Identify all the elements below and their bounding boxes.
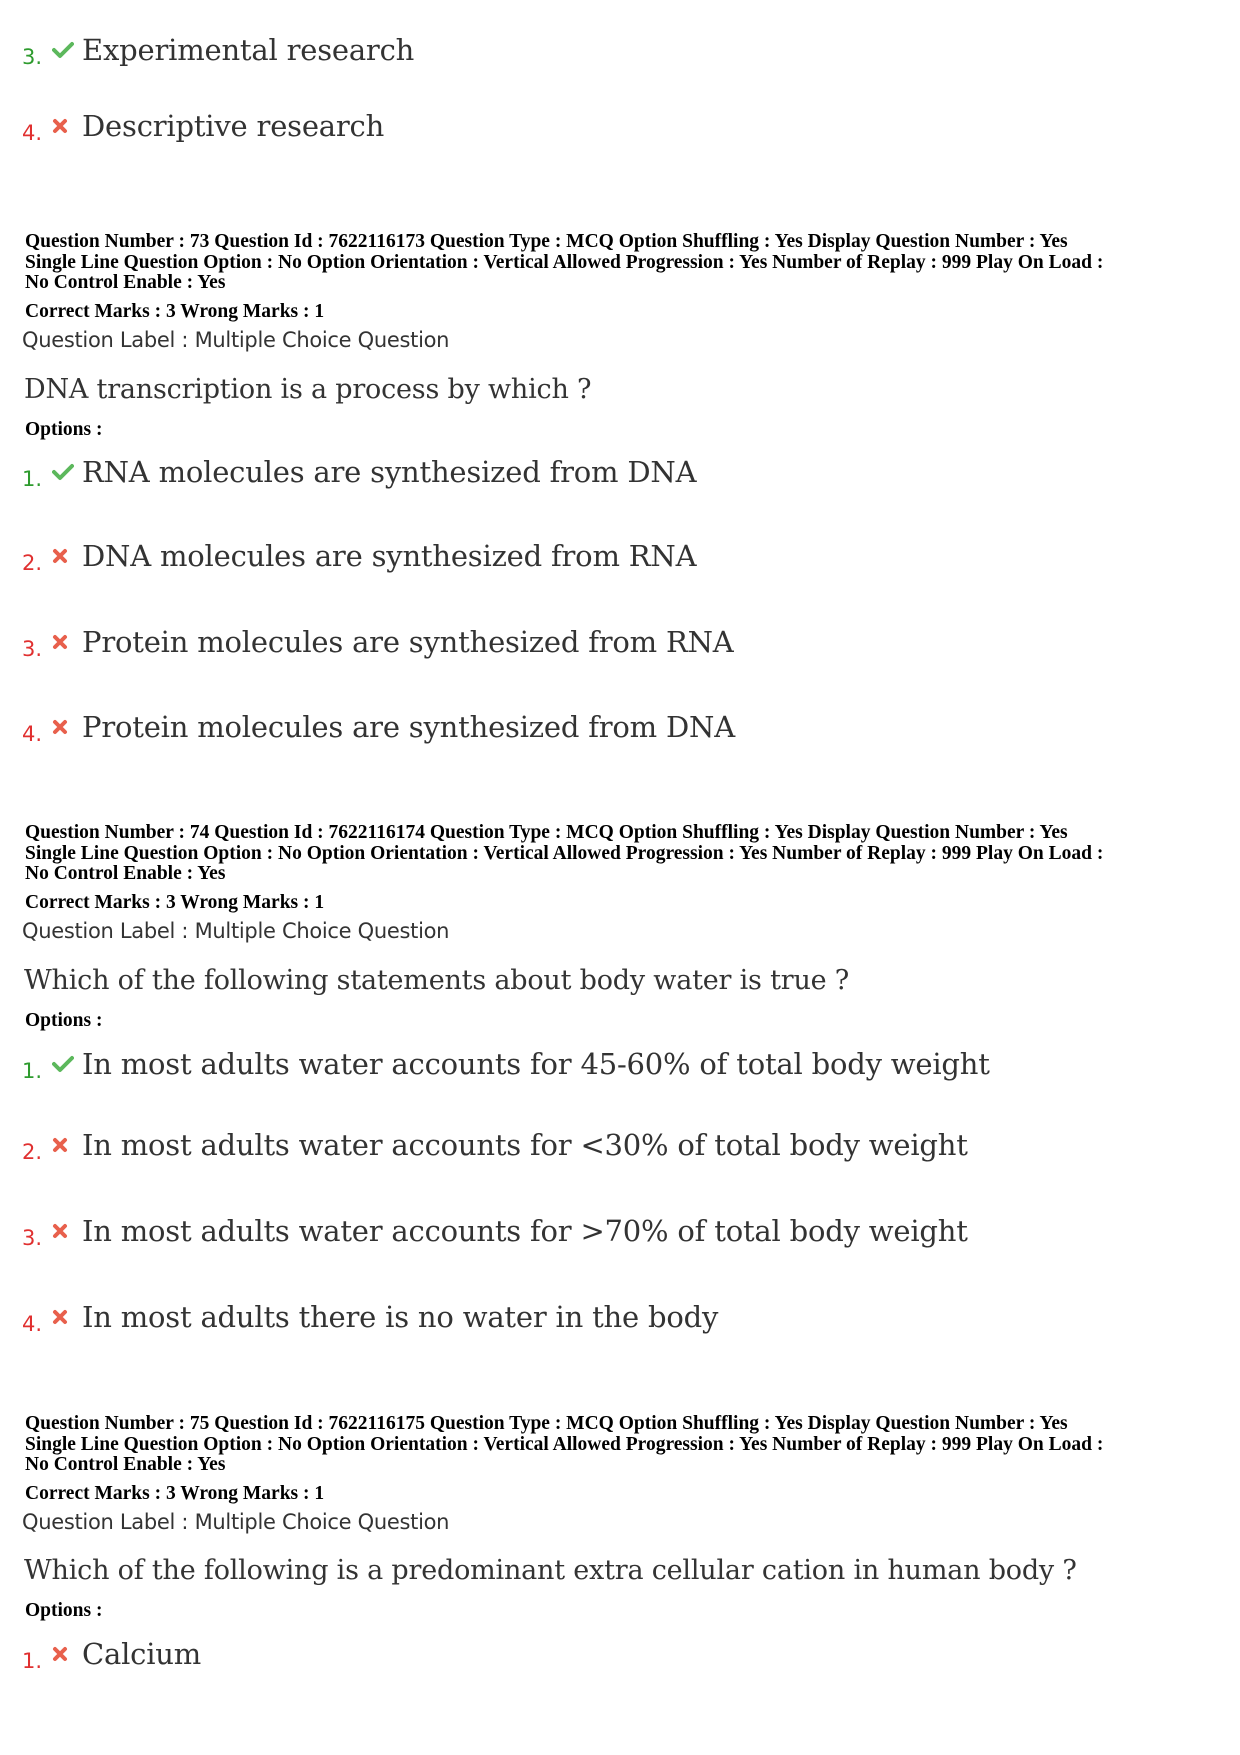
option-text: In most adults there is no water in the body [82,1300,719,1334]
option-item [22,622,734,662]
check-icon [52,1055,78,1073]
option-text: RNA molecules are synthesized from DNA [82,455,697,489]
cross-icon [52,1646,78,1662]
meta-line: Question Number : 73 Question Id : 7622116173 Question Type : MCQ Option Shuffling : Yes Display Question Number : Yes [25,231,1068,252]
check-icon [52,41,78,59]
question-meta [25,232,1225,294]
option-text: In most adults water accounts for <30% of total body weight [82,1128,968,1162]
question-label: Question Label : Multiple Choice Question [22,919,450,943]
option-item [22,106,384,146]
cross-icon [52,719,78,735]
option-item [22,1211,968,1251]
option-text: Calcium [82,1637,202,1671]
option-item [22,30,414,70]
question-marks: Correct Marks : 3 Wrong Marks : 1 [25,892,325,913]
option-text: In most adults water accounts for 45-60% of total body weight [82,1047,990,1081]
option-item [22,707,735,747]
option-text: DNA molecules are synthesized from RNA [82,539,697,573]
meta-line: Question Number : 74 Question Id : 7622116174 Question Type : MCQ Option Shuffling : Yes Display Question Number : Yes [25,822,1068,843]
option-item [22,1634,201,1674]
question-label: Question Label : Multiple Choice Question [22,1510,450,1534]
option-number: 1. [22,1059,43,1083]
option-text: Experimental research [82,33,415,67]
option-text: Protein molecules are synthesized from RNA [82,625,734,659]
option-number: 1. [22,1649,43,1673]
cross-icon [52,1223,78,1239]
question-text: Which of the following is a predominant extra cellular cation in human body ? [24,1555,1077,1586]
option-item [22,1297,718,1337]
cross-icon [52,118,78,134]
cross-icon [52,548,78,564]
option-item [22,452,696,492]
meta-line: No Control Enable : Yes [25,1454,226,1475]
meta-line: Single Line Question Option : No Option Orientation : Vertical Allowed Progression : Yes Number of Replay : 999 Play On Load : [25,1433,1104,1455]
option-number: 2. [22,1140,43,1164]
question-marks: Correct Marks : 3 Wrong Marks : 1 [25,1483,325,1504]
option-number: 1. [22,467,43,491]
meta-line: Single Line Question Option : No Option Orientation : Vertical Allowed Progression : Yes Number of Replay : 999 Play On Load : [25,251,1104,273]
option-number: 2. [22,551,43,575]
option-text: Protein molecules are synthesized from DNA [82,710,735,744]
question-text: DNA transcription is a process by which ? [24,374,592,405]
option-number: 4. [22,1312,43,1336]
meta-line: No Control Enable : Yes [25,272,226,293]
option-number: 4. [22,121,43,145]
question-text: Which of the following statements about body water is true ? [24,965,850,996]
meta-line: No Control Enable : Yes [25,863,226,884]
question-meta [25,823,1225,885]
option-text: In most adults water accounts for >70% of total body weight [82,1214,968,1248]
question-label: Question Label : Multiple Choice Question [22,328,450,352]
option-number: 3. [22,45,43,69]
option-number: 4. [22,722,43,746]
option-item [22,1125,968,1165]
option-number: 3. [22,1226,43,1250]
options-header: Options : [25,1010,103,1031]
option-number: 3. [22,637,43,661]
option-text: Descriptive research [82,109,385,143]
meta-line: Question Number : 75 Question Id : 7622116175 Question Type : MCQ Option Shuffling : Yes Display Question Number : Yes [25,1413,1068,1434]
cross-icon [52,634,78,650]
option-item [22,536,696,576]
question-meta [25,1414,1225,1476]
option-item [22,1044,990,1084]
question-marks: Correct Marks : 3 Wrong Marks : 1 [25,301,325,322]
cross-icon [52,1309,78,1325]
options-header: Options : [25,1600,103,1621]
cross-icon [52,1137,78,1153]
meta-line: Single Line Question Option : No Option Orientation : Vertical Allowed Progression : Yes Number of Replay : 999 Play On Load : [25,842,1104,864]
check-icon [52,463,78,481]
options-header: Options : [25,419,103,440]
